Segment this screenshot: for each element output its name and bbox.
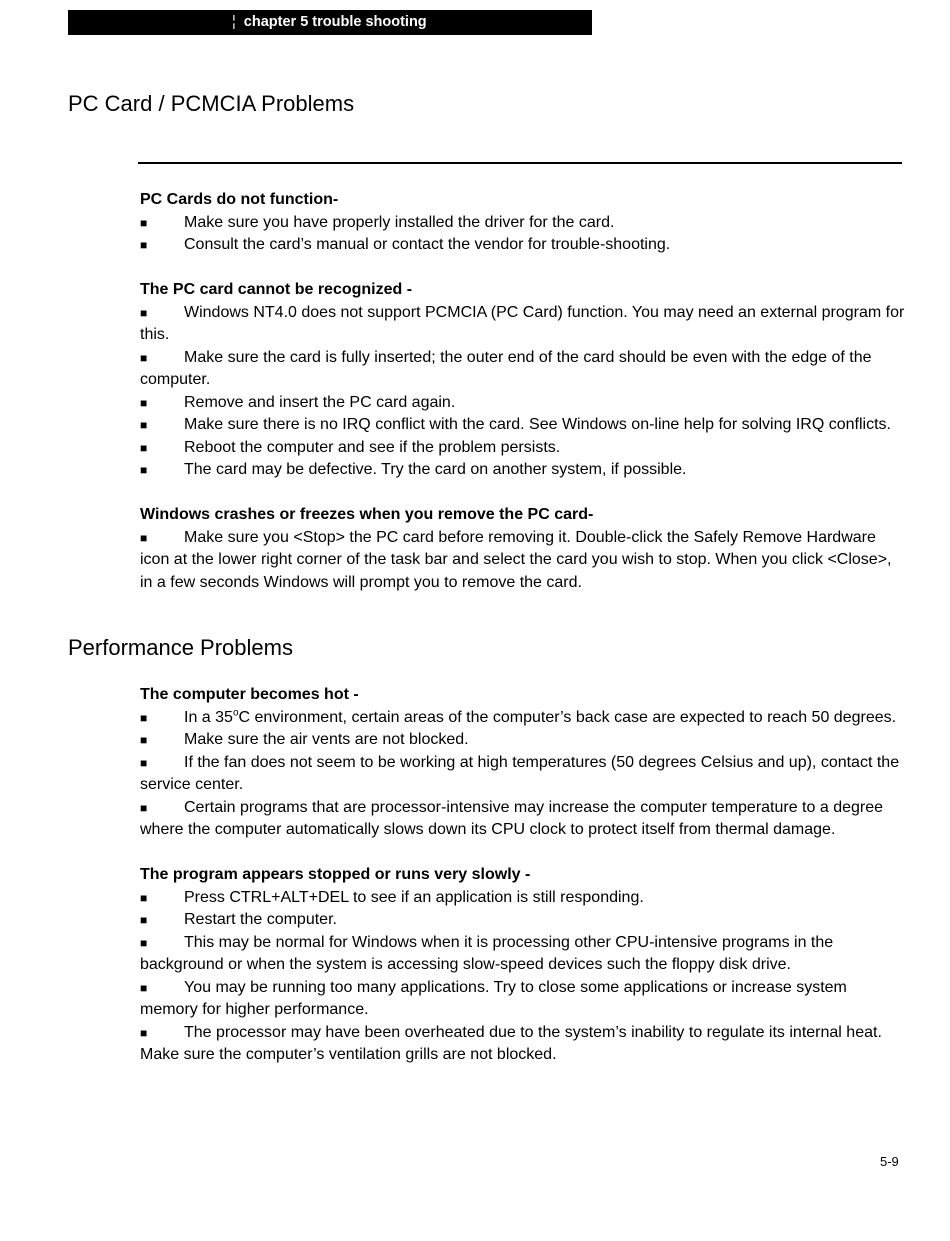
- list-item: [140, 752, 905, 797]
- list-item: [140, 459, 905, 482]
- list-item: [140, 347, 905, 392]
- section-title-pc-card: PC Card / PCMCIA Problems: [68, 91, 355, 116]
- subsection-computer-hot: [140, 684, 905, 842]
- temperature-text-post: C environment, certain areas of the computer’s back case are expected to reach 50 degrees.: [238, 708, 897, 726]
- chapter-title: chapter 5 trouble shooting: [243, 14, 427, 30]
- list-item-text: Certain programs that are processor-intensive may increase the computer temperature to a degree where the computer automatically slows down its CPU clock to protect itself from thermal damage.: [140, 798, 884, 838]
- list-item: [140, 909, 905, 932]
- bullet-icon: ■: [140, 890, 148, 905]
- bullet-icon: ■: [140, 418, 148, 432]
- list-item-text: Remove and insert the PC card again.: [184, 393, 456, 411]
- subsection-windows-crashes: [140, 504, 905, 594]
- section-divider: [138, 162, 902, 164]
- temperature-text-pre: In a 35: [184, 708, 233, 726]
- subsection-card-not-recognized: [140, 279, 905, 482]
- bullet-icon: ■: [140, 395, 148, 410]
- bullet-icon: ■: [140, 530, 148, 545]
- list-item-text: Restart the computer.: [184, 911, 337, 928]
- list-item: [140, 932, 905, 977]
- bullet-icon: ■: [140, 238, 148, 252]
- bullet-icon: ■: [140, 305, 148, 320]
- list-item-text: Reboot the computer and see if the problem persists.: [184, 438, 561, 456]
- list-item: [140, 437, 905, 460]
- list-item-text: Consult the card’s manual or contact the vendor for trouble-shooting.: [184, 236, 671, 253]
- section-title-performance: Performance Problems: [68, 635, 293, 660]
- list-item-text: This may be normal for Windows when it is processing other CPU-intensive programs in the background or when the system is accessing slow-speed devices such the floppy disk drive.: [140, 933, 834, 973]
- chapter-header-bar: [68, 10, 592, 35]
- list-item: [140, 887, 905, 910]
- bullet-list: [140, 212, 905, 257]
- bullet-icon: ■: [140, 1025, 148, 1040]
- list-item: [140, 234, 905, 257]
- list-item-text: [184, 709, 896, 726]
- bullet-icon: ■: [140, 463, 148, 477]
- bullet-icon: ■: [140, 755, 148, 770]
- list-item: [140, 392, 905, 415]
- degree-superscript: o: [232, 707, 239, 719]
- list-item: [140, 1022, 905, 1067]
- list-item: [140, 707, 905, 730]
- bullet-icon: ■: [140, 733, 148, 747]
- subsection-program-slow: [140, 864, 905, 1067]
- list-item: [140, 797, 905, 842]
- list-item-text: Windows NT4.0 does not support PCMCIA (PC Card) function. You may need an external program for this.: [140, 303, 905, 343]
- bullet-icon: ■: [140, 935, 148, 950]
- bullet-icon: ■: [140, 710, 148, 725]
- list-item-text: Make sure the card is fully inserted; the outer end of the card should be even with the edge of the computer.: [140, 348, 872, 388]
- bullet-icon: ■: [140, 913, 148, 927]
- list-item: [140, 527, 905, 595]
- list-item-text: If the fan does not seem to be working at high temperatures (50 degrees Celsius and up), contact the service center.: [140, 753, 900, 793]
- list-item: [140, 212, 905, 235]
- list-item-text: You may be running too many applications. Try to close some applications or increase system memory for higher performance.: [140, 978, 847, 1018]
- subsection-title: The computer becomes hot -: [140, 686, 359, 703]
- bullet-list: [140, 302, 905, 482]
- list-item: [140, 729, 905, 752]
- list-item-text: Make sure there is no IRQ conflict with the card. See Windows on-line help for solving IRQ conflicts.: [184, 416, 891, 433]
- list-item-text: The card may be defective. Try the card on another system, if possible.: [184, 461, 687, 478]
- list-item-text: Make sure the air vents are not blocked.: [184, 731, 469, 748]
- list-item-text: Make sure you <Stop> the PC card before removing it. Double-click the Safely Remove Hardware icon at the lower right corner of the task bar and select the card you wish to stop. When you click <Close>, in a few seconds Windows will prompt you to remove the card.: [140, 528, 892, 591]
- subsection-title: The program appears stopped or runs very slowly -: [140, 866, 531, 883]
- list-item-text: The processor may have been overheated due to the system’s inability to regulate its internal heat. Make sure the computer’s ventilation grills are not blocked.: [140, 1023, 882, 1063]
- page-number: 5-9: [880, 1154, 899, 1169]
- bullet-icon: ■: [140, 215, 148, 230]
- subsection-title: PC Cards do not function-: [140, 191, 339, 208]
- bullet-list: [140, 707, 905, 842]
- subsection-title: Windows crashes or freezes when you remove the PC card-: [140, 506, 594, 523]
- bullet-list: [140, 527, 905, 595]
- bullet-icon: ■: [140, 440, 148, 455]
- bullet-list: [140, 887, 905, 1067]
- bullet-icon: ■: [140, 350, 148, 365]
- header-separator: ¦: [232, 14, 236, 30]
- list-item: [140, 977, 905, 1022]
- list-item: [140, 414, 905, 437]
- subsection-title: The PC card cannot be recognized -: [140, 281, 413, 298]
- subsection-pc-cards-not-function: [140, 189, 905, 257]
- list-item: [140, 302, 905, 347]
- list-item-text: Press CTRL+ALT+DEL to see if an application is still responding.: [184, 888, 644, 906]
- list-item-text: Make sure you have properly installed the driver for the card.: [184, 213, 615, 231]
- bullet-icon: ■: [140, 980, 148, 995]
- bullet-icon: ■: [140, 800, 148, 815]
